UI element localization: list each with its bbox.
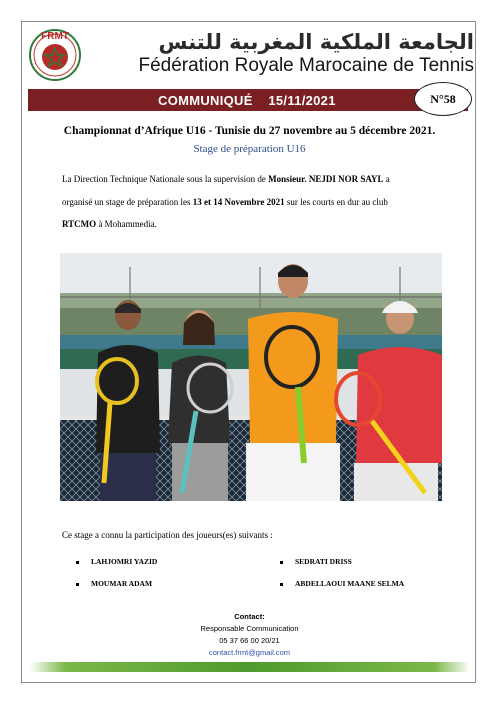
main-title: Championnat d’Afrique U16 - Tunisie du 27 novembre au 5 décembre 2021. <box>63 125 436 137</box>
player-name: SEDRATI DRISS <box>295 557 352 566</box>
player-name: ABDELLAOUI MAANE SELMA <box>295 579 405 588</box>
communique-number: N°58 <box>414 82 472 116</box>
participants-intro: Ce stage a connu la participation des joueurs(es) suivants : <box>62 530 273 540</box>
banner-title <box>158 93 336 108</box>
player-item <box>76 579 152 588</box>
subtitle: Stage de préparation U16 <box>193 143 306 155</box>
text-run: organisé un stage de préparation les <box>62 197 193 207</box>
player-name: LAHJOMRI YAZID <box>91 557 158 566</box>
federation-name: Fédération Royale Marocaine de Tennis <box>138 55 474 76</box>
contact-email[interactable]: contact.frmt@gmail.com <box>209 648 290 657</box>
text-run: à Mohammedia. <box>96 219 157 229</box>
contact-phone: 05 37 66 00 20/21 <box>219 636 280 645</box>
stage-dates: 13 et 14 Novembre 2021 <box>192 197 285 207</box>
grass-footer-decoration <box>30 662 470 672</box>
paragraph-line-1 <box>62 174 390 185</box>
bullet-icon <box>280 583 283 586</box>
federation-arabic-name: الجامعة الملكية المغربية للتنس <box>158 30 474 54</box>
text-run: La Direction Technique Nationale sous la supervision de <box>62 174 269 184</box>
player-item <box>76 557 157 566</box>
frmt-logo <box>27 26 83 82</box>
player-item <box>280 579 404 588</box>
banner-label: COMMUNIQUÉ <box>158 93 253 108</box>
club-name: RTCMO <box>62 219 97 229</box>
logo-text: FRMT <box>41 31 69 42</box>
banner-date: 15/11/2021 <box>268 93 336 108</box>
text-run: sur les courts en dur au club <box>284 197 388 207</box>
contact-role: Responsable Communication <box>200 624 299 633</box>
paragraph-line-2 <box>62 197 388 208</box>
player-item <box>280 557 352 566</box>
bullet-icon <box>76 561 79 564</box>
bullet-icon <box>280 561 283 564</box>
text-run: a <box>383 174 390 184</box>
supervisor-name: Monsieur. NEJDI NOR SAYL <box>268 174 384 184</box>
team-photo <box>60 253 442 501</box>
contact-heading: Contact: <box>234 612 265 621</box>
bullet-icon <box>76 583 79 586</box>
player-name: MOUMAR ADAM <box>91 579 153 588</box>
paragraph-line-3 <box>62 219 157 230</box>
